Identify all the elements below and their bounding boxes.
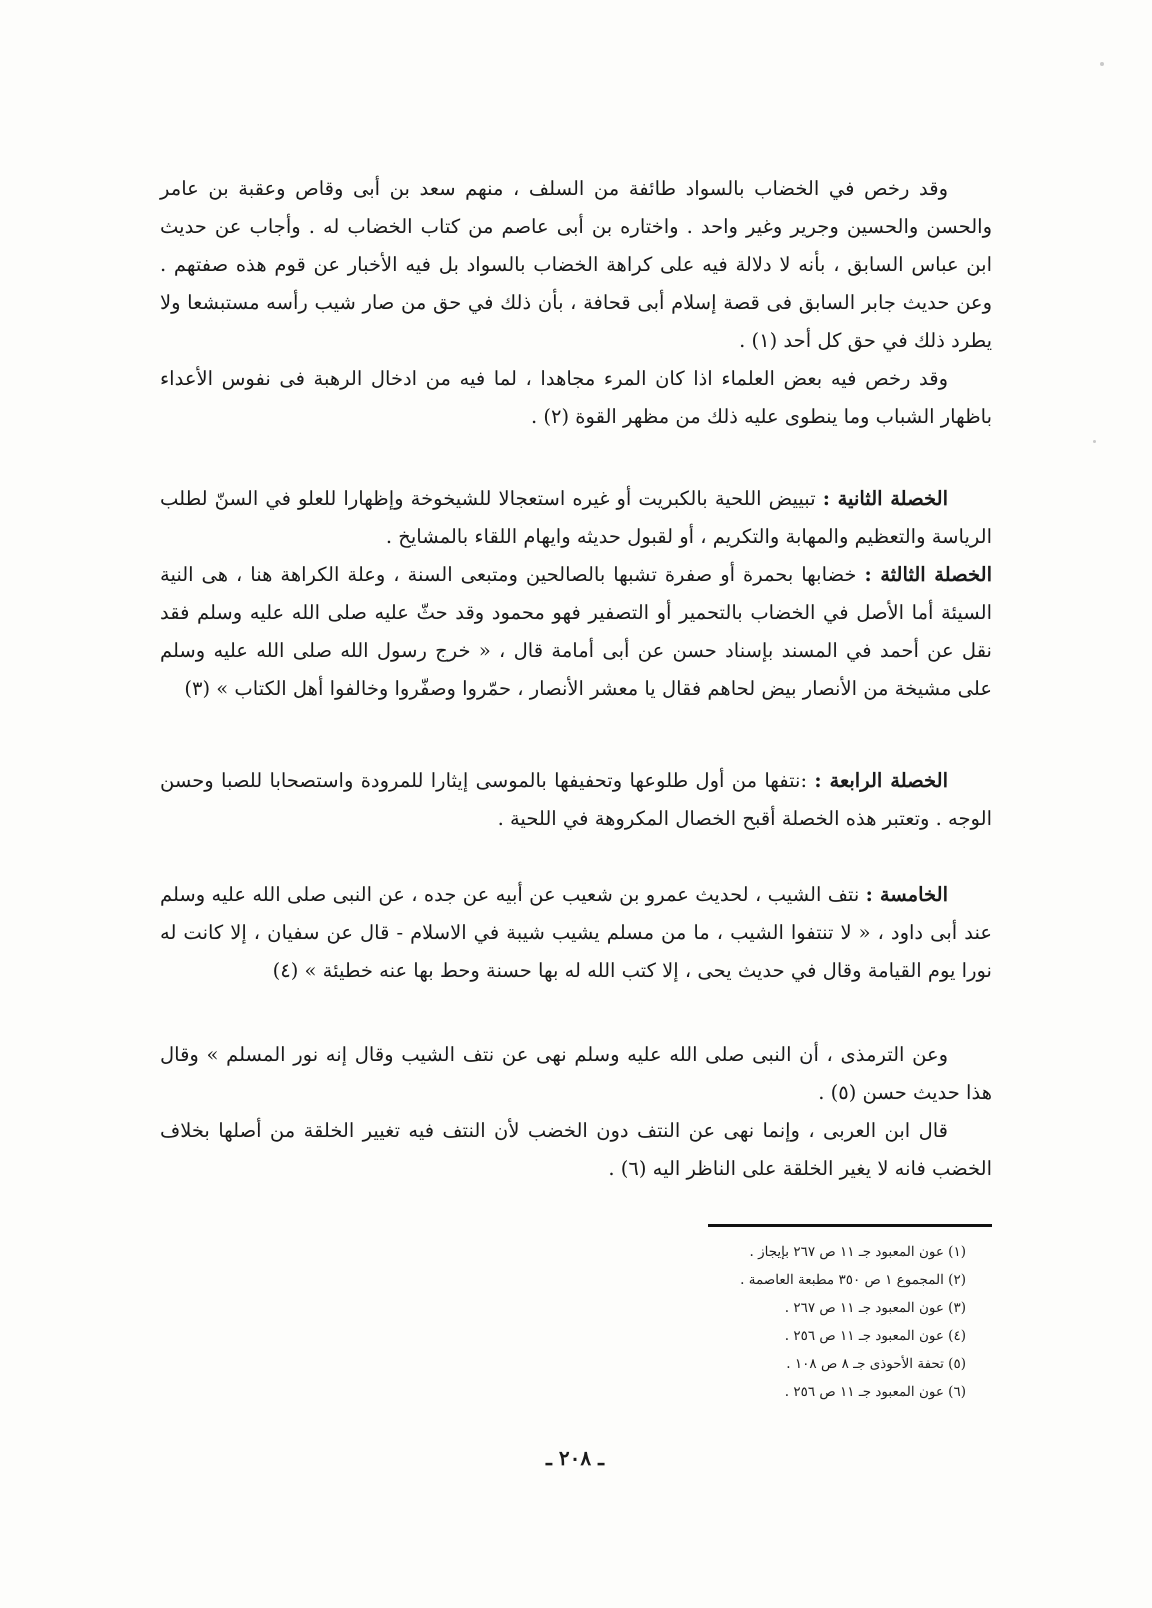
scan-speck bbox=[1093, 440, 1096, 443]
footnote-item: (٣) عون المعبود جـ ١١ ص ٢٦٧ . bbox=[784, 1300, 966, 1316]
khasla-5-label: الخامسة : bbox=[865, 883, 948, 906]
paragraph: وقد رخص فيه بعض العلماء اذا كان المرء مجاهدا ، لما فيه من ادخال الرهبة فى نفوس الأعداء باظهار الشباب وما ينطوى عليه ذلك من مظهر القوة (٢) . bbox=[160, 367, 992, 428]
paragraph-khasla-2 bbox=[160, 480, 992, 556]
khasla-2-label: الخصلة الثانية : bbox=[822, 487, 948, 510]
scan-speck bbox=[1100, 62, 1104, 66]
page-number: ـ ٢٠٨ ـ bbox=[546, 1446, 604, 1470]
section-khasla-2-3 bbox=[160, 480, 992, 708]
footnote-item: (٤) عون المعبود جـ ١١ ص ٢٥٦ . bbox=[784, 1328, 966, 1344]
paragraph-khasla-5 bbox=[160, 876, 992, 990]
paragraph-khasla-4 bbox=[160, 762, 992, 838]
paragraph: قال ابن العربى ، وإنما نهى عن النتف دون الخضب لأن النتف فيه تغيير الخلقة من أصلها بخلاف الخضب فانه لا يغير الخلقة على الناظر اليه (٦) . bbox=[160, 1119, 992, 1180]
section-khasla-5 bbox=[160, 876, 992, 990]
footnotes bbox=[600, 1238, 992, 1406]
footnote-item: (٢) المجموع ١ ص ٣٥٠ مطبعة العاصمة . bbox=[740, 1272, 966, 1288]
khasla-2-text: تبييض اللحية بالكبريت أو غيره استعجالا للشيخوخة وإظهارا للعلو في السنّ لطلب الرياسة والتعظيم والمهابة والتكريم ، أو لقبول حديثه وايهام اللقاء بالمشايخ . bbox=[160, 487, 992, 548]
section-tirmidhi bbox=[160, 1036, 992, 1188]
khasla-4-label: الخصلة الرابعة : bbox=[814, 769, 949, 792]
footnote-item: (٥) تحفة الأحوذى جـ ٨ ص ١٠٨ . bbox=[786, 1356, 966, 1372]
khasla-3-label: الخصلة الثالثة : bbox=[864, 563, 993, 586]
khasla-5-text: نتف الشيب ، لحديث عمرو بن شعيب عن أبيه عن جده ، عن النبى صلى الله عليه وسلم عند أبى داود ، « لا تنتفوا الشيب ، ما من مسلم يشيب شيبة في الاسلام - قال عن سفيان ، إلا كانت له نورا يوم القيامة وقال في حديث يحى ، إلا كتب الله له بها حسنة وحط بها عنه خطيئة » (٤) bbox=[160, 883, 992, 982]
paragraph-khasla-3 bbox=[160, 556, 992, 708]
khasla-4-text: :نتفها من أول طلوعها وتحفيفها بالموسى إيثارا للمرودة واستصحابا للصبا وحسن الوجه . وتعتبر هذه الخصلة أقبح الخصال المكروهة في اللحية . bbox=[160, 769, 992, 830]
paragraph: وعن الترمذى ، أن النبى صلى الله عليه وسلم نهى عن نتف الشيب وقال إنه نور المسلم » وقال هذا حديث حسن (٥) . bbox=[160, 1043, 992, 1104]
khasla-3-text: خضابها بحمرة أو صفرة تشبها بالصالحين ومتبعى السنة ، وعلة الكراهة هنا ، هى النية السيئة أما الأصل في الخضاب بالتحمير أو التصفير فهو محمود وقد حثّ عليه صلى الله عليه وسلم فقد نقل عن أحمد في المسند بإسناد حسن عن أبى أمامة قال ، « خرج رسول الله صلى الله عليه وسلم على مشيخة من الأنصار بيض لحاهم فقال يا معشر الأنصار ، حمّروا وصفّروا وخالفوا أهل الكتاب » (٣) bbox=[160, 563, 992, 700]
footnote-item: (١) عون المعبود جـ ١١ ص ٢٦٧ بإيجاز . bbox=[749, 1244, 966, 1260]
section-khidab-black bbox=[160, 170, 992, 436]
paragraph: وقد رخص في الخضاب بالسواد طائفة من السلف ، منهم سعد بن أبى وقاص وعقبة بن عامر والحسن والحسين وجرير وغير واحد . واختاره بن أبى عاصم من كتاب الخضاب له . وأجاب عن حديث ابن عباس السابق ، بأنه لا دلالة فيه على كراهة الخضاب بالسواد بل فيه الأخبار عن قوم هذه صفتهم . وعن حديث جابر السابق فى قصة إسلام أبى قحافة ، بأن ذلك في حق من صار شيب رأسه مستبشعا ولا يطرد ذلك في حق كل أحد (١) . bbox=[160, 177, 992, 352]
footnote-divider bbox=[708, 1224, 992, 1227]
section-khasla-4 bbox=[160, 762, 992, 838]
footnote-item: (٦) عون المعبود جـ ١١ ص ٢٥٦ . bbox=[784, 1384, 966, 1400]
